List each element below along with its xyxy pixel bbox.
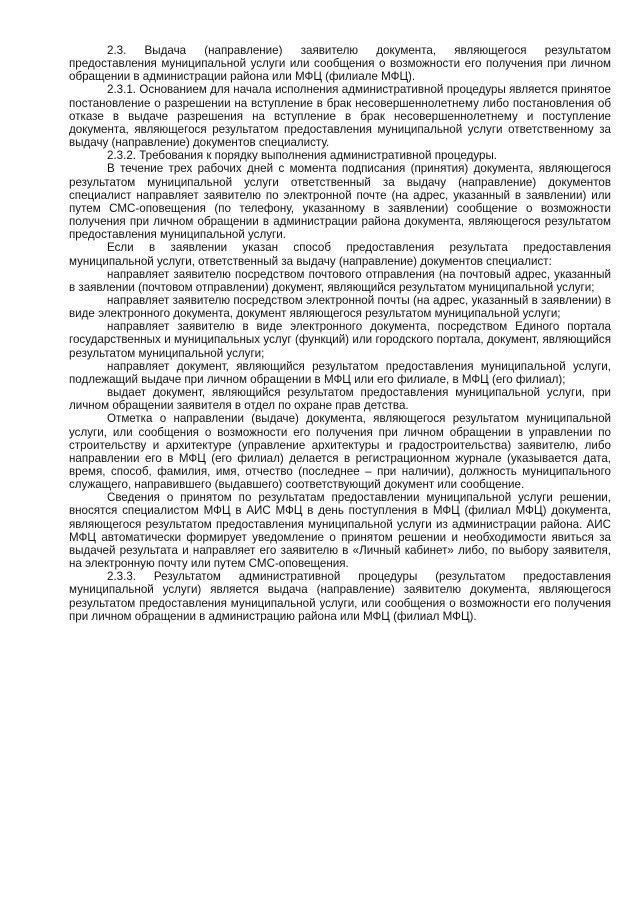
paragraph-2-3: 2.3. Выдача (направление) заявителю документа, являющегося результатом предоставления муниципальной услуги или сообщения о возможности его получения при личном обращении в администрации района или МФЦ (филиале МФЦ). <box>69 44 611 84</box>
paragraph-2-3-2: 2.3.2. Требования к порядку выполнения административной процедуры. <box>107 149 498 163</box>
paragraph-registration-mark: Отметка о направлении (выдаче) документа, являющегося результатом муниципальной услуги, или сообщения о возможности его получения при личном обращении в управлении по строительству и архитектуре (управление архитектуры и градостроительства) заявителю, либо направлении его в МФЦ (его филиал) делается в регистрационном журнале (указывается дата, время, способ, фамилия, имя, отчество (последнее – при наличии), должность муниципального служащего, направившего (выдавшего) соответствующий документ или сообщение. <box>69 412 611 492</box>
paragraph-three-days: В течение трех рабочих дней с момента подписания (принятия) документа, являющегося результатом муниципальной услуги ответственный за выдачу (направление) документов специалист направляет заявителю по электронной почте (на адрес, указанный в заявлении) или путем СМС-оповещения (по телефону, указанному в заявлении) сообщение о возможности получения при личном обращении в администрации района документа, являющегося результатом предоставления муниципальной услуги. <box>69 162 611 242</box>
document-page <box>69 44 611 623</box>
list-item-in-person: выдает документ, являющийся результатом предоставления муниципальной услуги, при личном обращении заявителя в отдел по охране прав детства. <box>69 386 611 413</box>
paragraph-2-3-1: 2.3.1. Основанием для начала исполнения административной процедуры является принятое постановление о разрешении на вступление в брак несовершеннолетнему либо постановления об отказе в выдаче разрешения на вступление в брак несовершеннолетнему и поступление документа, являющегося результатом предоставления муниципальной услуги ответственному за выдачу (направление) документов специалисту. <box>69 83 611 150</box>
paragraph-2-3-3: 2.3.3. Результатом административной процедуры (результатом предоставления муниципальной услуги) является выдача (направление) заявителю документа, являющегося результатом предоставления муниципальной услуги, или сообщения о возможности его получения при личном обращении в администрацию района или МФЦ (филиал МФЦ). <box>69 570 611 623</box>
paragraph-delivery-method: Если в заявлении указан способ предоставления результата предоставления муниципальной услуги, ответственный за выдачу (направление) документов специалист: <box>69 241 611 268</box>
list-item-mfc: направляет документ, являющийся результатом предоставления муниципальной услуги, подлежащий выдаче при личном обращении в МФЦ или его филиале, в МФЦ (его филиал); <box>69 359 611 386</box>
list-item-postal: направляет заявителю посредством почтового отправления (на почтовый адрес, указанный в заявлении (почтовом отправлении) документ, являющийся результатом муниципальной услуги; <box>69 267 611 294</box>
list-item-portal: направляет заявителю в виде электронного документа, посредством Единого портала государственных и муниципальных услуг (функций) или городского портала, документ, являющийся результатом муниципальной услуги; <box>69 320 611 360</box>
list-item-email: направляет заявителю посредством электронной почты (на адрес, указанный в заявлении) в виде электронного документа, документ являющегося результатом муниципальной услуги; <box>69 293 611 321</box>
paragraph-mfc-info: Сведения о принятом по результатам предоставлении муниципальной услуги решении, вносятся специалистом МФЦ в АИС МФЦ в день поступления в МФЦ (филиал МФЦ) документа, являющегося результатом предоставления муниципальной услуги из администрации района. АИС МФЦ автоматически формирует уведомление о принятом решении и необходимости явиться за выдачей результата и направляет его заявителю в «Личный кабинет» либо, по выбору заявителя, на электронную почту или путем СМС-оповещения. <box>69 491 611 571</box>
